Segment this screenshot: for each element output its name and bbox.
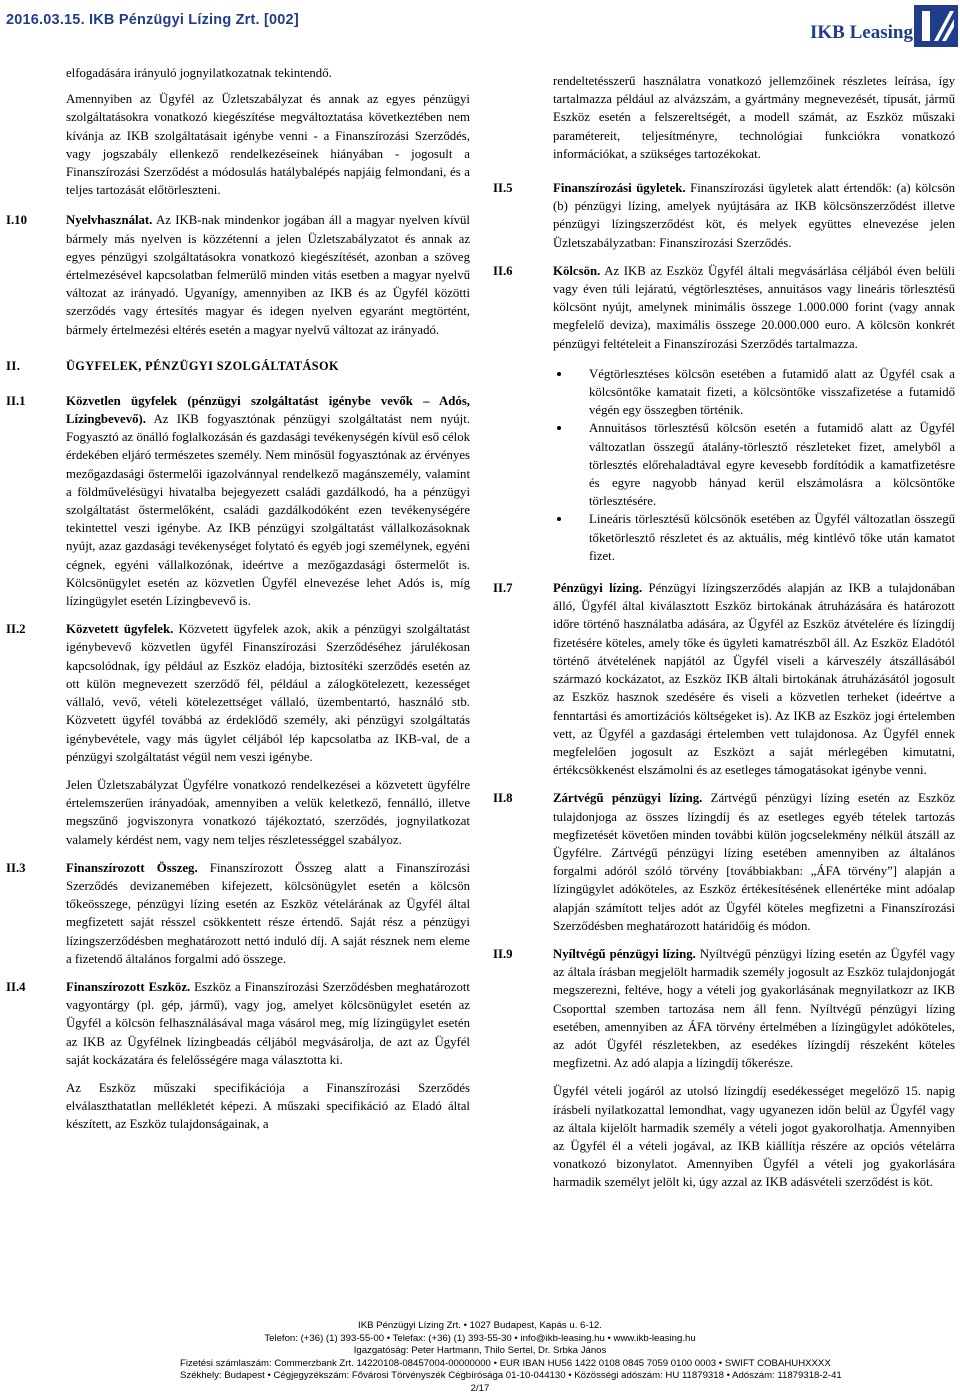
section-II-8-paragraph <box>493 789 955 935</box>
section-title: Nyelvhasználat. <box>66 213 153 228</box>
section-title: Finanszírozott Összeg. <box>66 860 198 875</box>
document-header-title: 2016.03.15. IKB Pénzügyi Lízing Zrt. [002] <box>6 12 299 28</box>
section-title: Közvetlen ügyfelek (pénzügyi szolgáltatást igénybe vevők – Adós, Lízingbevevő). <box>66 393 470 427</box>
asset-description-paragraph: rendeltetésszerű használatra vonatkozó jellemzőinek részletes leírása, így tartalmazza például az alvázszám, a gyártmány megnevezését, típusát, jármű Eszköz esetén a felszereltségét, a modell számát, az Eszköz műszaki paramétereit, teljesítményre, technológiai funkciókra vonatkozó információkat, a szükséges tartozékokat. <box>553 74 955 161</box>
section-title: Finanszírozási ügyletek. <box>553 181 686 196</box>
footer-bank: Fizetési számlaszám: Commerzbank Zrt. 14220108-08457004-00000000 • EUR IBAN HU56 1422 0108 0845 7059 0100 0003 • SWIFT COBAHUHXXXX <box>180 1357 831 1369</box>
section-number: II.8 <box>493 791 513 806</box>
right-column <box>493 72 955 1192</box>
continuation-paragraph: elfogadására irányuló jognyilatkozatnak tekintendő. <box>66 66 332 80</box>
section-number: I.10 <box>6 213 27 228</box>
purchase-option-paragraph: Ügyfél vételi jogáról az utolsó lízingdíj esedékességet megelőző 15. napig írásbeli nyilatkozattal lemondhat, vagy ugyanezen időn belül az Ügyfél vagy az általa kijelölt harmadik személy a vételi jogot gyakorolhatja. Amennyiben az Ügyfél él a vételi jogával, az IKB kiállítja részére az opciós vételárra vonatkozó bizonylatot. Amennyiben Ügyfél a vételi jog gyakorlására harmadik személyt jelölt ki, úgy azzal az IKB adásvételi szerződést is köt. <box>553 1084 955 1190</box>
chapter-number: II. <box>6 358 21 373</box>
list-item: Lineáris törlesztésű kölcsönök esetében az Ügyfél változatlan összegű tőketörlesztő részletet és az aktuális, még kintlévő tőke után kamatot fizet. <box>589 510 955 565</box>
section-number: II.5 <box>493 181 513 196</box>
section-II-9 <box>493 945 955 1072</box>
section-text: Pénzügyi lízingszerződés alapján az IKB a tulajdonában álló, Ügyfél által kiválasztott Eszköz birtokának átruházására és határozott időre történő használatba adására, az Ügyfél az Eszköz átvételére és lízingdíj fizetésére köteles, amely tőke és ügyleti kamatrészből áll. Az Eszköz Eladótól történő átvételének napjától az Ügyfél viseli a kárveszély átszállásából származó kockázatot, az Eszköz IKB általi birtokának átruházásától jogosult az Eszköz hasznok szedésére és viseli a közvetlen terheket (ideértve a fenntartási és amortizációs költségeket is). Az IKB az Eszköz jogi értelemben vett, az Ügyfél a gazdasági értelemben vett tulajdonosa. Az Ügyfél ennek megfelelően jogosult az Eszközt a saját mérlegében kimutatni, értékcsökkenést elszámolni és az esetleges támogatásokat igénybe venni. <box>553 581 955 778</box>
amendment-paragraph: Amennyiben az Ügyfél az Üzletszabályzat és annak az egyes pénzügyi szolgáltatásokra vonatkozó kiegészítése megváltoztatása következtében nem kívánja az IKB szolgáltatásait igénybe venni - a Finanszírozási Szerződés, vagy jogszabály ellenkező rendelkezéseinek hiányában - jogosult a Finanszírozási Szerződést a módosulás hatálybalépés napjáig felmondani, és a teljes tartozását előtörleszteni. <box>66 92 470 198</box>
section-number: II.2 <box>6 622 26 637</box>
asset-spec-paragraph: Az Eszköz műszaki specifikációja a Finanszírozási Szerződés elválaszthatatlan mellékletét képezi. A műszaki specifikáció az Eladó által készített, az Eszköz tulajdonságainak, a <box>66 1080 470 1132</box>
loan-types-list <box>493 365 955 565</box>
section-II-1 <box>6 392 470 610</box>
section-title: Zártvégű pénzügyi lízing. <box>553 791 703 806</box>
left-column <box>6 64 470 1134</box>
ikb-leasing-logo <box>810 5 958 51</box>
footer-company: IKB Pénzügyi Lízing Zrt. • 1027 Budapest, Kapás u. 6-12. <box>358 1320 602 1331</box>
section-II-3-paragraph <box>6 859 470 968</box>
section-number: II.6 <box>493 263 513 278</box>
section-II-6-paragraph <box>493 262 955 353</box>
list-item: Végtörlesztéses kölcsön esetében a futamidő alatt az Ügyfél csak a kölcsöntőke kamatait fizeti, a kölcsöntőke visszafizetése a futamidő végén egy összegben történik. <box>589 365 955 420</box>
logo-emblem-icon <box>914 5 958 47</box>
section-II-5-paragraph <box>493 179 956 252</box>
section-number: II.1 <box>6 393 26 408</box>
footer-contact: Telefon: (+36) (1) 393-55-00 • Telefax: (+36) (1) 393-55-30 • info@ikb-leasing.hu • www.ikb-leasing.hu <box>264 1332 696 1344</box>
section-II-2 <box>6 620 470 766</box>
section-text: Az IKB fogyasztónak pénzügyi szolgáltatást nem nyújt. Fogyasztó az önálló foglalkozásán és gazdasági tevékenységén kívül eső célok érdekében eljáró természetes személy. Nem minősül fogyasztónak az érvényes mezőgazdasági őstermelői igazolvánnyal rendelkező magánszemély, valamint a földművelésügyi hivatalba bejegyezett családi gazdálkodó, ha a pénzügyi szolgáltatást őstermelőként, családi gazdálkodóként ezen tevékenységére tekintettel veszi igénybe. Az IKB pénzügyi szolgáltatást vállalkozásoknak nyújt, azaz gazdasági tevékenységet folytató és egyéb jogi személynek, egyéni cégnek, egyéni vállalkozónak, ideértve a mezőgazdasági őstermelőt is. Kölcsönügylet esetén az közvetlen Ügyfél elnevezése lehet Adós is, míg lízingügylet esetén Lízingbevevő is. <box>66 412 470 609</box>
section-text: Nyíltvégű pénzügyi lízing esetén az Ügyfél vagy az általa írásban megjelölt harmadik személy jogosult az Eszköz tulajdonjogát megszerezni, feltéve, hogy a vételi jog gyakorlásának megnyilatkozr az IKB Csoporttal szemben tartozása nem áll fenn. Nyíltvégű pénzügyi lízing esetében, amennyiben az ÁFA törvény értelmében a lízingügylet adóköteles, az adót Ügyfél részletekben, az esedékes lízingdíj részeként köteles megfizetni. Az adó alapja a lízingdíj tőkerésze. <box>553 946 955 1071</box>
section-II-2-paragraph <box>6 620 470 766</box>
page-number: 2/17 <box>470 1382 490 1394</box>
section-title: Kölcsön. <box>553 263 601 278</box>
indirect-clients-paragraph: Jelen Üzletszabályzat Ügyfélre vonatkozó rendelkezései a közvetett ügyfélre értelemszerűen irányadóak, amennyiben a velük keletkező, fennálló, illetve megszűnő jogviszonyra vonatkozó tájékoztató, szerződés, jognyilatkozat valamely kérdést nem, vagy nem teljes részletességgel szabályoz. <box>66 777 470 847</box>
list-item: Annuitásos törlesztésű kölcsön esetén a futamidő alatt az Ügyfél változatlan összegű átalány-törlesztő részleteket fizet, amelyből a törlesztés előrehaladtával egyre kevesebb fordítódik a kamatfizetésre és egyre nagyobb hányad kerül elszámolásra a kölcsöntőke törlesztésére. <box>589 419 955 510</box>
section-number: II.4 <box>6 979 26 994</box>
section-II-3 <box>6 859 470 968</box>
section-I-10-paragraph <box>6 211 470 338</box>
section-title: Pénzügyi lízing. <box>553 581 643 596</box>
section-text: Eszköz a Finanszírozási Szerződésben meghatározott vagyontárgy (pl. gép, jármű), vagy jog, amelyet kölcsönügylet esetén az Ügyfél a kölcsön felhasználásával maga vásárol meg, míg lízingügylet esetén az IKB az Ügyfélnek lízingbeadás céljából megvásárolja, de azt az Ügyfél saját kockázatára és felelősségére maga választotta ki. <box>66 979 470 1067</box>
section-II-1-paragraph <box>6 392 470 610</box>
section-text: Közvetett ügyfelek azok, akik a pénzügyi szolgáltatást igénybevevő közvetlen ügyfél Finanszírozási Szerződéséhez járulékosan kapcsolódnak, így például az Eszköz eladója, biztosítéki szerződés esetén az ott külön megnevezett szerződő fél, például a zálogkötelezett, kezességet vállaló, vevő, vételi kötelezettséget vállaló, üzembentartó, használó stb. Közvetett ügyfél továbbá az érdeklődő személy, aki pénzügyi szolgáltatás igénybevétele, vagy más ügylet céljából lép kapcsolatba az IKB-val, de a pénzügyi szolgáltatást végül nem veszi igénybe. <box>66 622 470 764</box>
section-II-7-paragraph <box>493 579 955 779</box>
footer-registration: Székhely: Budapest • Cégjegyzékszám: Fővárosi Törvényszék Cégbírósága 01-10-044130 • Közösségi adószám: HU 11879318 • Adószám: 11879318-2-41 <box>180 1370 842 1382</box>
section-title: Finanszírozott Eszköz. <box>66 979 191 994</box>
section-text: Az IKB az Eszköz Ügyfél általi megvásárlása céljából éven belüli vagy éven túli lejáratú, végtörlesztéses, annuitásos vagy lineáris törlesztésű kölcsönt nyújt, amelynek minimális összege 1.000.000 forint (vagy annak megfelelő deviza), maximális összege 20.000.000 euro. A kölcsön konkrét pénzügyi feltételeit a Finanszírozási Szerződés tartalmazza. <box>553 263 955 351</box>
logo-text: IKB Leasing <box>810 22 913 43</box>
section-title: Közvetett ügyfelek. <box>66 622 174 637</box>
section-I-10 <box>6 211 470 338</box>
section-title: Nyíltvégű pénzügyi lízing. <box>553 946 696 961</box>
footer-board: Igazgatóság: Peter Hartmann, Thilo Sertel, Dr. Srbka János <box>353 1345 607 1357</box>
section-text: Zártvégű pénzügyi lízing esetén az Eszköz tulajdonjoga az összes lízingdíj és az esetleges egyéb tételek tartozás megfizetését követően minden további külön jogcselekmény nélkül átszáll az Ügyfélre. Zártvégű pénzügyi lízing esetében amennyiben az általános forgalmi adóról szóló törvény [továbbiakban: „ÁFA törvény”] alapján a lízingügylet adóköteles, az Eszköz értékesítésének ellenértéke mint adóalap alapján számított teljes adót az Ügyfél köteles megfizetni a Finanszírozási Szerződésben meghatározott határidőig és módon. <box>553 791 955 933</box>
section-text: Finanszírozási ügyletek alatt értendők: (a) kölcsön (b) pénzügyi lízing, amelyek nyújtására az IKB kölcsönszerződést illetve pénzügyi lízingszerződést köt, és melyek együttes elnevezése jelen Üzletszabályzatban: Finanszírozási Szerződés. <box>553 181 956 250</box>
section-II-7 <box>493 579 955 779</box>
section-number: II.3 <box>6 860 26 875</box>
section-II-5 <box>493 179 955 252</box>
chapter-II-heading <box>6 359 470 374</box>
section-II-6 <box>493 262 955 353</box>
section-II-9-paragraph <box>493 945 955 1072</box>
section-number: II.7 <box>493 581 513 596</box>
section-text: Finanszírozott Összeg alatt a Finanszírozási Szerződés devizanemében kifejezett, kölcsönügylet esetén a kölcsön tőkeösszege, pénzügyi lízing esetén az Eszköz vételárának az Ügyfél által megfizetett saját résszel csökkentett része értendő. Saját rész a pénzügyi lízingszerződésben meghatározott nettó induló díj. A saját résznek nem eleme a fizetendő általános forgalmi adó összege. <box>66 860 470 966</box>
section-text: Az IKB-nak mindenkor jogában áll a magyar nyelven kívül bármely más nyelven is közzétenni a jelen Üzletszabályzatot és annak az egyes pénzügyi szolgáltatásokra vonatkozó kiegészítését, azonban a szöveg értelmezésével kapcsolatban felmerülő minden vitás esetben a magyar nyelvű változat az irányadó. Ugyanígy, amennyiben az IKB és az Ügyfél közötti szerződés vagy értesítés magyar és idegen nyelven egyaránt megtörtént, bármely értelmezési eltérés esetén a magyar nyelvű változat az irányadó. <box>66 213 470 337</box>
section-II-8 <box>493 789 955 935</box>
section-II-4-paragraph <box>6 978 470 1069</box>
section-II-4 <box>6 978 470 1069</box>
chapter-title: ÜGYFELEK, PÉNZÜGYI SZOLGÁLTATÁSOK <box>66 358 339 373</box>
section-number: II.9 <box>493 946 513 961</box>
page-footer <box>180 1320 842 1396</box>
